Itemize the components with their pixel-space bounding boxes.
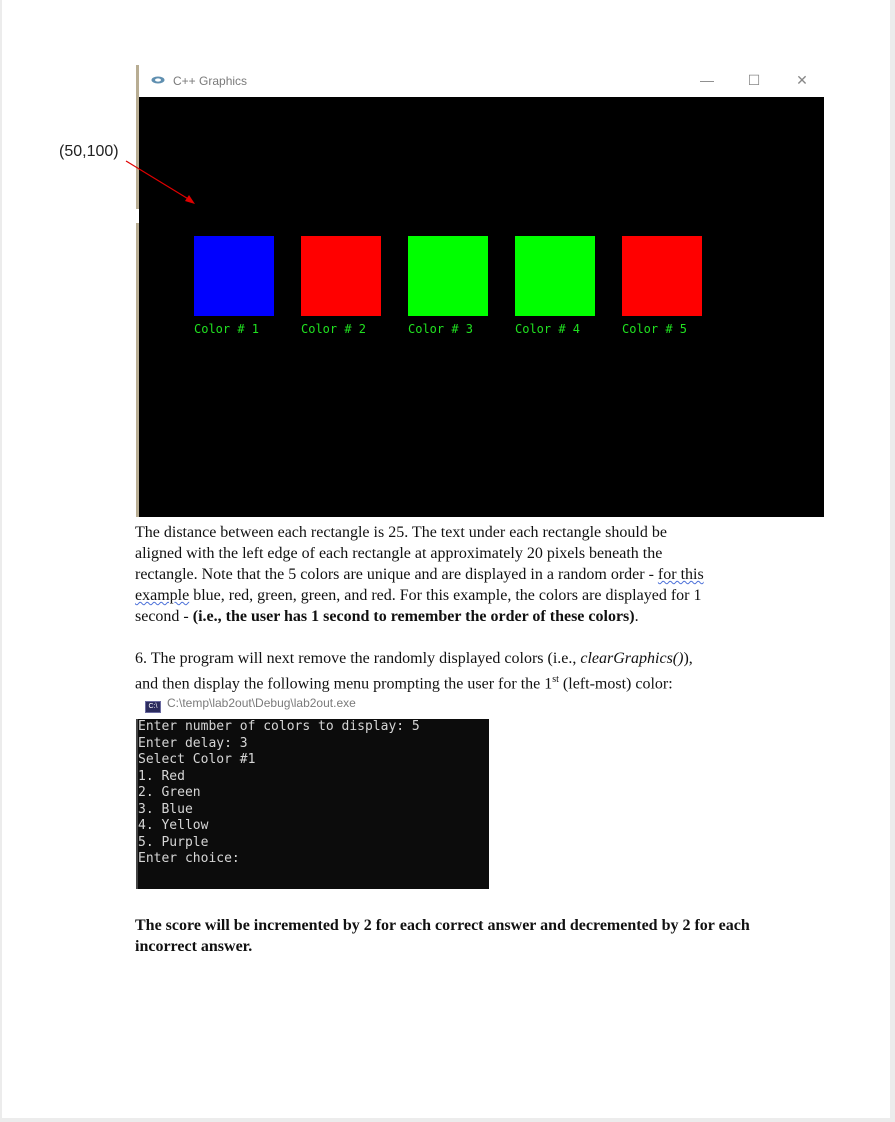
bold-text: (i.e., the user has 1 second to remember the order of these colors) [192, 608, 635, 625]
text-line: The distance between each rectangle is 25. The text under each rectangle should be [135, 524, 667, 541]
color-label-4: Color # 4 [515, 322, 581, 336]
cpp-graphics-icon [151, 76, 165, 84]
graphics-canvas [139, 97, 824, 517]
color-label-5: Color # 5 [622, 322, 688, 336]
text-line [135, 606, 704, 627]
close-button[interactable]: ✕ [796, 72, 808, 88]
color-label-2: Color # 2 [301, 322, 367, 336]
function-name: clearGraphics() [580, 650, 684, 667]
coordinate-annotation: (50,100) [59, 143, 119, 160]
text-line [135, 669, 693, 694]
console-line: Select Color #1 [138, 752, 256, 767]
text-span: and then display the following menu prompting the user for the 1 [135, 675, 553, 693]
maximize-button[interactable]: ☐ [747, 72, 761, 88]
text-span: rectangle. Note that the 5 colors are unique and are displayed in a random order - [135, 566, 658, 583]
console-output[interactable] [136, 719, 489, 889]
text-line [135, 648, 693, 669]
text-span: 6. The program will next remove the randomly displayed colors (i.e., [135, 650, 581, 667]
paragraph-description [135, 522, 704, 627]
console-line: Enter choice: [138, 851, 240, 866]
spellcheck-text: for this [657, 566, 704, 583]
text-line: aligned with the left edge of each rectangle at approximately 20 pixels beneath the [135, 545, 663, 562]
console-icon: C:\ [145, 701, 161, 713]
console-line: Enter number of colors to display: 5 [138, 719, 420, 734]
graphics-window [136, 65, 827, 517]
console-line: Enter delay: 3 [138, 735, 248, 751]
paragraph-scoring: The score will be incremented by 2 for each correct answer and decremented by 2 for each incorrect answer. [135, 917, 750, 955]
paragraph-step-6 [135, 648, 693, 694]
color-rectangle-1 [194, 236, 274, 316]
text-line [135, 585, 704, 606]
color-rectangle-3 [408, 236, 488, 316]
console-line: 3. Blue [138, 801, 193, 817]
text-span: (left-most) color: [558, 675, 673, 693]
console-line: 4. Yellow [138, 818, 209, 833]
minimize-button[interactable]: — [700, 72, 714, 88]
superscript: st [552, 674, 559, 685]
console-window-title: C:\temp\lab2out\Debug\lab2out.exe [167, 696, 356, 710]
graphics-window-title: C++ Graphics [173, 74, 248, 88]
color-label-1: Color # 1 [194, 322, 260, 336]
console-line: 2. Green [138, 785, 201, 800]
color-rectangle-4 [515, 236, 595, 316]
color-label-3: Color # 3 [408, 322, 474, 336]
console-title-bar[interactable] [145, 696, 356, 713]
graphics-title-bar[interactable] [139, 65, 824, 97]
spellcheck-text: example [135, 587, 190, 604]
color-rectangle-2 [301, 236, 381, 316]
console-line: 5. Purple [138, 834, 209, 850]
window-edge-marker [136, 209, 139, 223]
text-span: . [634, 608, 639, 625]
console-line: 1. Red [138, 768, 185, 784]
text-line [135, 564, 704, 585]
text-span: ), [683, 650, 693, 667]
text-span: blue, red, green, green, and red. For this example, the colors are displayed for 1 [189, 587, 702, 604]
text-span: second - [135, 608, 193, 625]
color-rectangle-5 [622, 236, 702, 316]
